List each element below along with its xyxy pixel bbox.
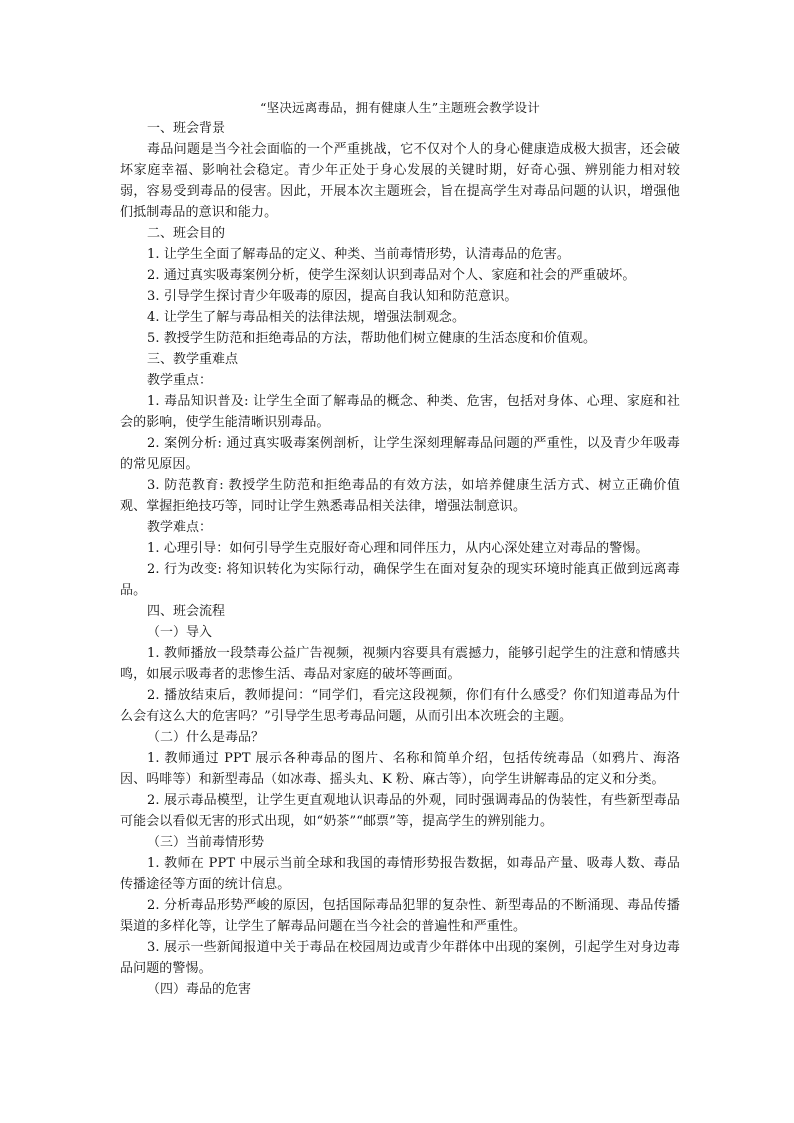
section-heading-purpose: 二、班会目的 [147,226,226,241]
key-point-item: 3. 防范教育: 教授学生防范和拒绝毒品的有效方法，如培养健康生活方式、树立正确价值观、掌握拒绝技巧等，同时让学生熟悉毒品相关法律，增强法制意识。 [120,478,680,514]
document-title: “坚决远离毒品，拥有健康人生”主题班会教学设计 [260,100,540,115]
section-heading-background: 一、班会背景 [147,121,226,136]
subsection-heading-situation: （三）当前毒情形势 [147,835,265,850]
what-is-drug-item: 1. 教师通过 PPT 展示各种毒品的图片、名称和简单介绍，包括传统毒品（如鸦片、海洛因、吗啡等）和新型毒品（如冰毒、摇头丸、K 粉、麻古等），向学生讲解毒品的定义和分类。 [120,751,680,787]
intro-item: 2. 播放结束后，教师提问：“同学们，看完这段视频，你们有什么感受？你们知道毒品为什么会有这么大的危害吗？”引导学生思考毒品问题，从而引出本次班会的主题。 [120,688,680,724]
situation-item: 3. 展示一些新闻报道中关于毒品在校园周边或青少年群体中出现的案例，引起学生对身边毒品问题的警惕。 [120,940,680,976]
subsection-heading-what-is-drug: （二）什么是毒品？ [147,730,265,745]
intro-item: 1. 教师播放一段禁毒公益广告视频，视频内容要具有震撼力，能够引起学生的注意和情感共鸣，如展示吸毒者的悲惨生活、毒品对家庭的破坏等画面。 [120,646,680,682]
document-page [120,97,680,1000]
key-points-label: 教学重点： [147,373,213,388]
purpose-item: 3. 引导学生探讨青少年吸毒的原因，提高自我认知和防范意识。 [147,289,518,304]
difficulty-item: 1. 心理引导：如何引导学生克服好奇心理和同伴压力，从内心深处建立对毒品的警惕。 [147,541,649,556]
key-point-item: 1. 毒品知识普及: 让学生全面了解毒品的概念、种类、危害，包括对身体、心理、家庭和社会的影响，使学生能清晰识别毒品。 [120,394,680,430]
subsection-heading-intro: （一）导入 [147,625,213,640]
key-point-item: 2. 案例分析: 通过真实吸毒案例剖析，让学生深刻理解毒品问题的严重性，以及青少年吸毒的常见原因。 [120,436,680,472]
purpose-item: 5. 教授学生防范和拒绝毒品的方法，帮助他们树立健康的生活态度和价值观。 [147,331,597,346]
situation-item: 1. 教师在 PPT 中展示当前全球和我国的毒情形势报告数据，如毒品产量、吸毒人数、毒品传播途径等方面的统计信息。 [120,856,680,892]
difficulty-item: 2. 行为改变: 将知识转化为实际行动，确保学生在面对复杂的现实环境时能真正做到远离毒品。 [120,562,680,598]
paragraph-background: 毒品问题是当今社会面临的一个严重挑战，它不仅对个人的身心健康造成极大损害，还会破坏家庭幸福、影响社会稳定。青少年正处于身心发展的关键时期，好奇心强、辨别能力相对较弱，容易受到毒品的侵害。因此，开展本次主题班会，旨在提高学生对毒品问题的认识，增强他们抵制毒品的意识和能力。 [120,142,680,220]
section-heading-process: 四、班会流程 [147,604,226,619]
subsection-heading-harm: （四）毒品的危害 [147,982,252,997]
purpose-item: 2. 通过真实吸毒案例分析，使学生深刻认识到毒品对个人、家庭和社会的严重破坏。 [147,268,636,283]
difficulty-label: 教学难点： [147,520,213,535]
section-heading-key-points: 三、教学重难点 [147,352,239,367]
what-is-drug-item: 2. 展示毒品模型，让学生更直观地认识毒品的外观，同时强调毒品的伪装性，有些新型毒品可能会以看似无害的形式出现，如“奶茶”“邮票”等，提高学生的辨别能力。 [120,793,680,829]
purpose-item: 1. 让学生全面了解毒品的定义、种类、当前毒情形势，认清毒品的危害。 [147,247,570,262]
purpose-item: 4. 让学生了解与毒品相关的法律法规，增强法制观念。 [147,310,466,325]
situation-item: 2. 分析毒品形势严峻的原因，包括国际毒品犯罪的复杂性、新型毒品的不断涌现、毒品传播渠道的多样化等，让学生了解毒品问题在当今社会的普遍性和严重性。 [120,898,680,934]
